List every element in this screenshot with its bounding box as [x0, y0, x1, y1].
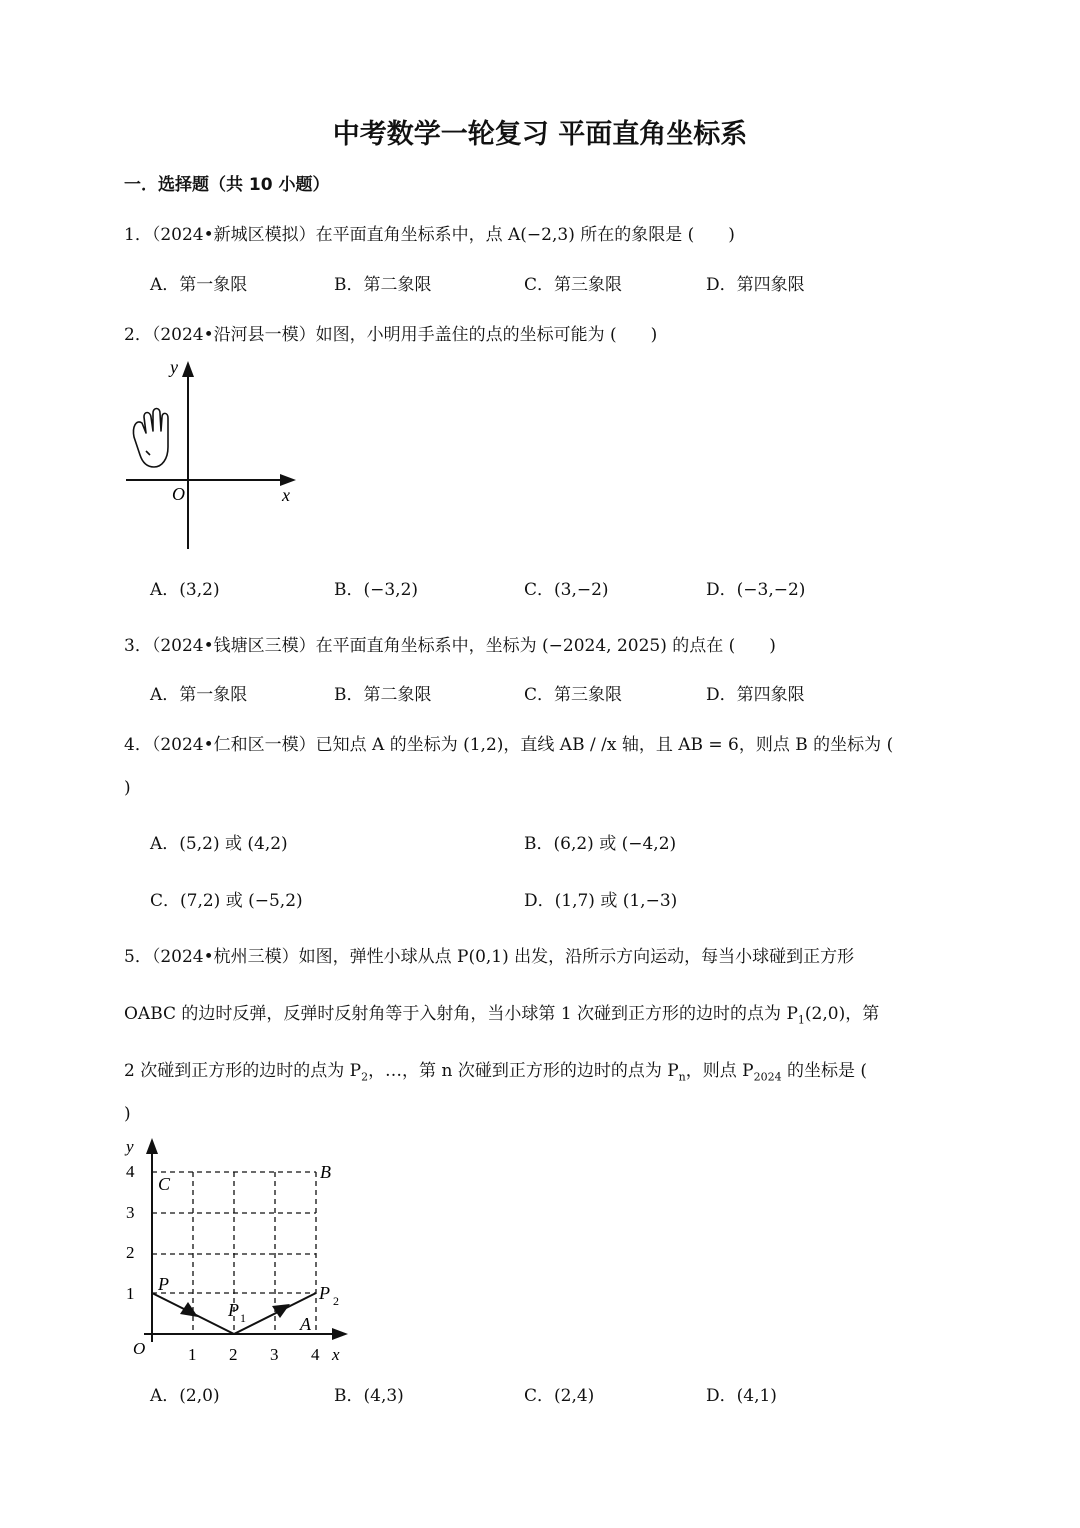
- point-p1-subscript: 1: [240, 1311, 246, 1325]
- question-4-option-c[interactable]: C．(7,2) 或 (−5,2): [150, 891, 303, 911]
- question-5-option-d[interactable]: D．(4,1): [706, 1386, 777, 1406]
- y-axis-arrow: [146, 1138, 158, 1154]
- path-arrow-1: [180, 1302, 198, 1317]
- x-tick-3: 3: [270, 1345, 279, 1364]
- x-axis-label: x: [332, 1345, 340, 1364]
- question-4-stem-line1: 4．（2024•仁和区一模）已知点 A 的坐标为 (1,2)，直线 AB / /x 轴，且 AB = 6，则点 B 的坐标为 (: [124, 735, 894, 755]
- origin-label: O: [133, 1339, 146, 1358]
- question-5-stem-line3: 2 次碰到正方形的边时的点为 $P_2$，…，第 n 次碰到正方形的边时的点为 $P_n$，则点 $P_{2024}$ 的坐标是 (: [124, 1061, 868, 1084]
- question-1-option-a[interactable]: A．第一象限: [150, 275, 248, 295]
- x-axis-arrow: [332, 1328, 348, 1340]
- x-axis-label: x: [282, 485, 290, 505]
- question-5-option-a[interactable]: A．(2,0): [150, 1386, 220, 1406]
- question-2-option-c[interactable]: C．(3,−2): [524, 580, 609, 600]
- question-5-stem-line2: OABC 的边时反弹，反弹时反射角等于入射角，当小球第 1 次碰到正方形的边时的点为 $P_1(2,0)$，第: [124, 1004, 880, 1027]
- question-2-option-b[interactable]: B．(−3,2): [334, 580, 419, 600]
- point-p-label: P: [158, 1274, 169, 1294]
- question-4-option-b[interactable]: B．(6,2) 或 (−4,2): [524, 834, 677, 854]
- question-2-option-a[interactable]: A．(3,2): [150, 580, 220, 600]
- point-c-label: C: [158, 1174, 171, 1194]
- question-3-option-d[interactable]: D．第四象限: [706, 685, 805, 705]
- y-tick-4: 4: [126, 1162, 135, 1181]
- x-tick-4: 4: [311, 1345, 320, 1364]
- question-2-figure: [120, 355, 310, 555]
- y-axis-label: y: [126, 1137, 134, 1156]
- y-tick-2: 2: [126, 1243, 135, 1262]
- question-5-stem-line1: 5．（2024•杭州三模）如图，弹性小球从点 P(0,1) 出发，沿所示方向运动，每当小球碰到正方形: [124, 947, 855, 967]
- question-4-option-d[interactable]: D．(1,7) 或 (1,−3): [524, 891, 678, 911]
- point-a-label: A: [300, 1314, 311, 1334]
- question-3-stem: 3．（2024•钱塘区三模）在平面直角坐标系中，坐标为 (−2024, 2025) 的点在 ( ): [124, 636, 776, 656]
- point-b-label: B: [320, 1162, 331, 1182]
- point-p1-label: P: [228, 1300, 239, 1320]
- question-1-option-b[interactable]: B．第二象限: [334, 275, 432, 295]
- section-heading: 一．选择题（共 10 小题）: [124, 175, 330, 195]
- point-p2-label: P: [319, 1283, 330, 1303]
- y-tick-3: 3: [126, 1203, 135, 1222]
- question-3-option-c[interactable]: C．第三象限: [524, 685, 623, 705]
- question-4-stem-line2: ): [124, 778, 131, 798]
- question-1-option-d[interactable]: D．第四象限: [706, 275, 805, 295]
- question-2-stem: 2．（2024•沿河县一模）如图，小明用手盖住的点的坐标可能为 ( ): [124, 325, 658, 345]
- x-tick-1: 1: [188, 1345, 197, 1364]
- x-tick-2: 2: [229, 1345, 238, 1364]
- question-3-option-a[interactable]: A．第一象限: [150, 685, 248, 705]
- page-title: 中考数学一轮复习 平面直角坐标系: [332, 119, 748, 150]
- origin-label: O: [172, 484, 185, 504]
- question-5-option-c[interactable]: C．(2,4): [524, 1386, 595, 1406]
- question-2-option-d[interactable]: D．(−3,−2): [706, 580, 806, 600]
- question-3-option-b[interactable]: B．第二象限: [334, 685, 432, 705]
- question-4-option-a[interactable]: A．(5,2) 或 (4,2): [150, 834, 288, 854]
- y-axis-label: y: [170, 357, 178, 377]
- hand-icon: [133, 409, 168, 468]
- y-tick-1: 1: [126, 1284, 135, 1303]
- question-5-option-b[interactable]: B．(4,3): [334, 1386, 404, 1406]
- question-5-figure: [118, 1132, 358, 1366]
- question-1-option-c[interactable]: C．第三象限: [524, 275, 623, 295]
- question-1-stem: 1．（2024•新城区模拟）在平面直角坐标系中，点 A(−2,3) 所在的象限是 ( ): [124, 225, 735, 245]
- y-axis-arrow: [182, 361, 194, 377]
- question-5-stem-line4: ): [124, 1104, 131, 1124]
- point-p2-subscript: 2: [333, 1294, 339, 1308]
